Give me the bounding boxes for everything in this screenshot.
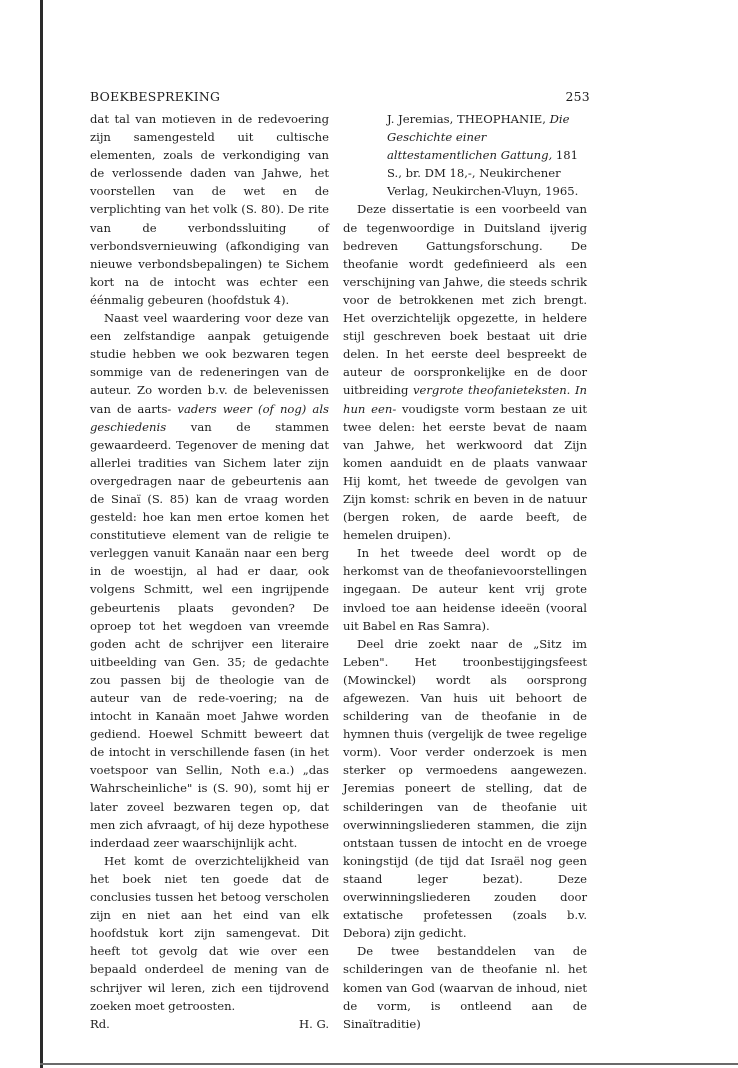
signature-right: H. G.	[298, 1016, 329, 1031]
paragraph-1-italic: vergrote theofanieteksten. In hun een-	[343, 383, 587, 416]
paragraph-2-part-b: van de stammen gewaardeerd. Tegenover de mening dat allerlei tradities van Sichem later zijn overgedragen naar de gebeurtenis aan de Sinaï (S. 85) kan de vraag worden gesteld: hoe kan men ertoe komen het constitutieve element van de religie te verleggen vanuit Kanaän naar een berg in de woestijn, al had er daar, ook volgens Schmitt, wel een ingrijpende gebeurtenis plaats gevonden? De oproep tot het wegdoen van vreemde goden acht de schrijver een literaire uitbeelding van Gen. 35; de gedachte zou passen bij de theologie van de auteur van de rede-voering; na de intocht in Kanaän moet Jahwe worden gediend. Hoewel Schmitt beweert dat de intocht in verschillende fasen (in het voetspoor van Sellin, Noth e.a.) „das Wahrscheinliche" is (S. 90), somt hij er later zoveel bezwaren tegen op, dat men zich afvraagt, of hij deze hypothese inderdaad zeer waarschijnlijk acht.	[90, 419, 329, 850]
paragraph-1	[343, 200, 587, 544]
scan-border-left	[40, 0, 43, 1068]
paragraph-4: De twee bestanddelen van de schilderingen van de theofanie nl. het komen van God (waarvan de inhoud, niet de vorm, is ontleend aan de Sinaïtraditie)	[343, 944, 587, 1031]
right-column	[343, 110, 587, 1033]
paragraph-2: In het tweede deel wordt op de herkomst van de theofanievoorstellingen ingegaan. De auteur kent vrij grote invloed toe aan heidense ideeën (vooral uit Babel en Ras Samra).	[343, 546, 587, 633]
paragraph-2-part-a: Naast veel waardering voor deze van een zelfstandige aanpak getuigende studie hebben we ook bezwaren tegen sommige van de redeneringen van de auteur. Zo worden b.v. de belevenissen van de aarts-	[90, 311, 329, 416]
left-column	[90, 110, 329, 1033]
paragraph-1-part-a: Deze dissertatie is een voorbeeld van de tegenwoordige in Duitsland ijverig bedreven Gattungsforschung. De theofanie wordt gedefinieerd als een verschijning van Jahwe, die steeds schrik voor de betrokkenen met zich brengt. Het overzichtelijk opgezette, in heldere stijl geschreven boek bestaat uit drie delen. In het eerste deel bespreekt de auteur de oorspronkelijke en de door uitbreiding	[343, 202, 587, 398]
paragraph-2-italic: vaders weer (of nog) als geschiedenis	[90, 401, 330, 434]
paragraph-1: dat tal van motieven in de redevoering zijn samengesteld uit cultische elementen, zoals de verkondiging van de verlossende daden van Jahwe, het voorstellen van de wet en de verplichting van het volk (S. 80). De rite van de verbondssluiting of verbondsvernieuwing (afkondiging van nieuwe verbondsbepalingen) te Sichem kort na de intocht was echter een éénmalig gebeuren (hoofdstuk 4).	[90, 112, 329, 307]
scan-border-bottom	[40, 1063, 738, 1065]
running-header	[90, 89, 590, 107]
paragraph-3: Het komt de overzichtelijkheid van het boek niet ten goede dat de conclusies tussen het betoog verscholen zijn en niet aan het eind van elk hoofdstuk kort zijn samengevat. Dit heeft tot gevolg dat wie over een bepaald onderdeel de mening van de schrijver wil leren, zich een tijdrovend zoeken moet getroosten.	[90, 853, 329, 1013]
biblio-details: 181 S., br. DM 18,-, Neukirchener Verlag, Neukirchen-Vluyn, 1965.	[387, 148, 579, 199]
section-title: BOEKBESPREKING	[90, 89, 221, 104]
review-signature	[90, 1015, 329, 1033]
paragraph-3: Deel drie zoekt naar de „Sitz im Leben". Het troonbestijgingsfeest (Mowinckel) wordt als oorsprong afgewezen. Van huis uit behoort de schildering van de theofanie in de hymnen thuis (vergelijk de twee regelige vorm). Voor verder onderzoek is men sterker op vermoedens aangewezen. Jeremias poneert de stelling, dat de schilderingen van de theofanie uit overwinningsliederen stammen, die zijn ontstaan tussen de intocht en de vroege koningstijd (de tijd dat Israël nog geen staand leger bezat). Deze overwinningsliederen zouden door extatische profetessen (zoals b.v. Debora) zijn gedicht.	[343, 636, 587, 941]
paragraph-1-part-b: voudigste vorm bestaan ze uit twee delen: het eerste bevat de naam van Jahwe, het werkwoord dat Zijn komen aanduidt en de plaats vanwaar Hij komt, het tweede de gevolgen van Zijn komst: schrik en beven in de natuur (bergen roken, de aarde beeft, de hemelen druipen).	[343, 401, 588, 543]
page-number: 253	[565, 89, 590, 104]
signature-left: Rd.	[90, 1016, 110, 1031]
paragraph-2	[90, 309, 329, 852]
bibliographic-entry	[387, 110, 587, 200]
biblio-author: J. Jeremias, THEOPHANIE,	[387, 112, 546, 126]
biblio-subtitle: Die Geschichte einer alttestamentlichen Gattung,	[387, 112, 570, 163]
